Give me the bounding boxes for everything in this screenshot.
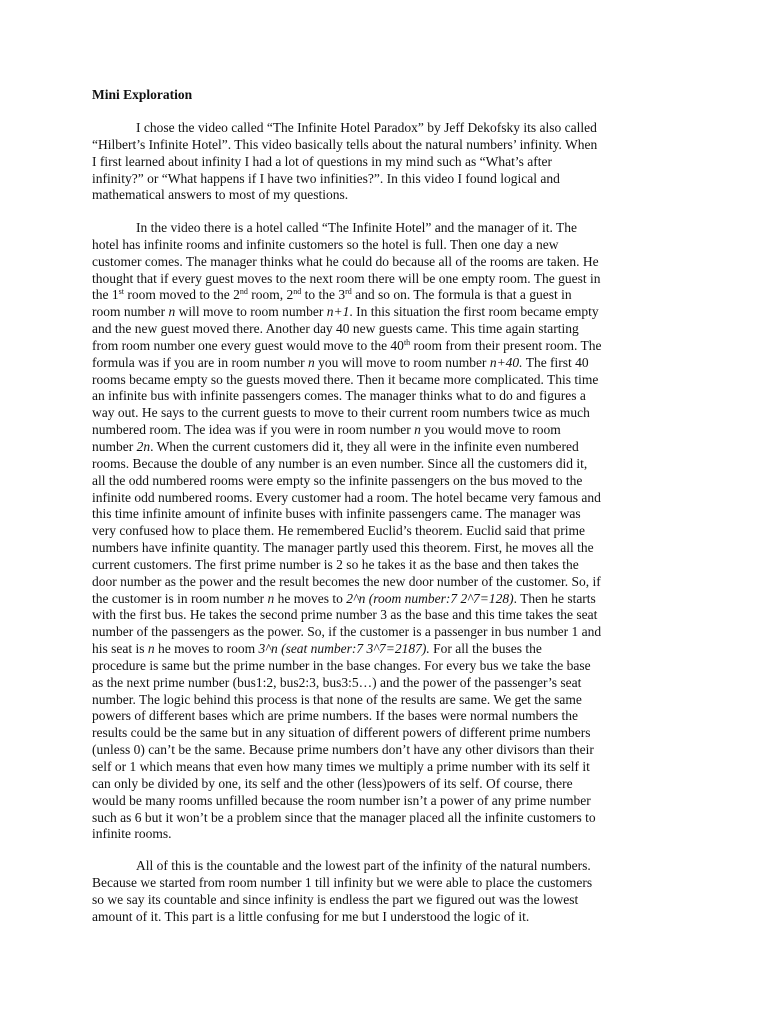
text-line	[92, 388, 680, 405]
text-line	[92, 641, 680, 658]
text-run: to the 3	[301, 287, 346, 303]
italic-text: n+1	[326, 304, 350, 320]
text-run: and the new guest moved there. Another day 40 new guests came. This time again starting	[92, 321, 579, 337]
text-line	[92, 574, 680, 591]
text-line	[92, 708, 680, 725]
superscript: st	[118, 287, 124, 297]
text-run: amount of it. This part is a little confusing for me but I understood the logic of it.	[92, 908, 530, 924]
text-line	[92, 591, 680, 608]
text-line	[92, 658, 680, 675]
text-run: hotel has infinite rooms and infinite customers so the hotel is full. Then one day a new	[92, 236, 559, 252]
text-run: the 1	[92, 287, 119, 303]
text-line	[92, 422, 680, 439]
text-run: all the odd numbered rooms were empty so the infinite passengers on the bus moved to the	[92, 472, 583, 488]
text-line	[92, 120, 680, 137]
text-run: can only be divided by one, its self and the other (less)powers of its self. Of course, there	[92, 775, 573, 791]
text-run: I first learned about infinity I had a lot of questions in my mind such as “What’s after	[92, 153, 553, 169]
text-run: All of this is the countable and the lowest part of the infinity of the natural numbers.	[136, 858, 591, 873]
text-run: will move to room number	[175, 304, 327, 320]
text-run: formula was if you are in room number	[92, 354, 308, 370]
text-run: as the next prime number (bus1:2, bus2:3, bus3:5…) and the power of the passenger’s seat	[92, 674, 582, 690]
text-line	[92, 220, 680, 237]
text-line	[92, 725, 680, 742]
text-line	[92, 909, 680, 926]
text-run: room from their present room. The	[410, 337, 602, 353]
text-run: customer comes. The manager thinks what he could do because all of the rooms are taken. He	[92, 253, 599, 269]
text-line	[92, 187, 680, 204]
italic-text: 2n	[136, 438, 151, 454]
text-line	[92, 338, 680, 355]
text-run: room, 2	[247, 287, 294, 303]
text-run: In the video there is a hotel called “The Infinite Hotel” and the manager of it. The	[136, 220, 577, 235]
text-line	[92, 892, 680, 909]
text-run: The first 40	[522, 354, 589, 370]
text-line	[92, 675, 680, 692]
paragraph-hotel-story	[92, 220, 680, 843]
text-run: . When the current customers did it, they all were in the infinite even numbered	[150, 438, 579, 454]
text-line	[92, 742, 680, 759]
text-line	[92, 793, 680, 810]
text-run: self or 1 which means that even how many times we multiply a prime number with its self it	[92, 759, 590, 774]
text-run: you will move to room number	[314, 354, 490, 370]
text-line	[92, 271, 680, 288]
text-run: with the first bus. He takes the second prime number 3 as the base and this time takes the seat	[92, 607, 598, 623]
text-run: such as 6 but it won’t be a problem since that the manager placed all the infinite customers to	[92, 809, 596, 825]
text-run: room number	[92, 304, 169, 320]
text-run: door number as the power and the result becomes the new door number of the customer. So, if	[92, 573, 601, 589]
italic-text: n	[168, 304, 176, 320]
superscript: rd	[345, 287, 352, 297]
text-run: from room number one every guest would move to the 40	[92, 337, 404, 353]
italic-text: 2^n (room number:7 2^7=128)	[346, 590, 514, 606]
text-run: he moves to	[274, 590, 347, 606]
text-run: procedure is same but the prime number in the base changes. For every bus we take the base	[92, 657, 591, 673]
text-run: current customers. The first prime number is 2 so he takes it as the base and then takes the	[92, 556, 579, 572]
text-run: I chose the video called “The Infinite Hotel Paradox” by Jeff Dekofsky its also called	[136, 120, 597, 135]
paragraph-intro	[92, 120, 680, 204]
italic-text: n+40.	[489, 354, 523, 370]
text-run: Because we started from room number 1 till infinity but we were able to place the customers	[92, 874, 593, 890]
text-run: results could be the same but in any situation of different powers of different prime numbers	[92, 725, 591, 741]
italic-text: n	[414, 422, 421, 438]
text-line	[92, 439, 680, 456]
text-line	[92, 490, 680, 507]
text-line	[92, 321, 680, 338]
text-run: . In this situation the first room became empty	[349, 304, 599, 320]
superscript: th	[403, 337, 411, 347]
text-line	[92, 607, 680, 624]
text-run: number. The logic behind this process is that none of the results are same. We get the same	[92, 691, 582, 707]
text-line	[92, 154, 680, 171]
italic-text: 3^n (seat number:7 3^7=2187).	[258, 641, 430, 657]
text-run: For all the buses the	[429, 641, 542, 657]
text-run: way out. He says to the current guests to move to their current room numbers twice as much	[92, 405, 590, 421]
text-line	[92, 506, 680, 523]
text-run: rooms became empty so the guests moved there. Then it became more complicated. This time	[92, 371, 599, 387]
text-run: infinite odd numbered rooms. Every customer had a room. The hotel became very famous and	[92, 489, 601, 505]
text-run: the customer is in room number	[92, 590, 268, 606]
text-run: very confused how to place them. He remembered Euclid’s theorem. Euclid said that prime	[92, 523, 585, 539]
text-line	[92, 692, 680, 709]
text-line	[92, 137, 680, 154]
text-run: infinite rooms.	[92, 826, 172, 842]
text-run: rooms. Because the double of any number is an even number. Since all the customers did it,	[92, 455, 588, 471]
text-line	[92, 759, 680, 776]
text-run: (unless 0) can’t be the same. Because prime numbers don’t have any other divisors than their	[92, 742, 594, 758]
text-run: this time infinite amount of infinite buses with infinite passengers came. The manager was	[92, 506, 581, 522]
text-line	[92, 372, 680, 389]
text-line	[92, 171, 680, 188]
text-line	[92, 473, 680, 490]
text-run: thought that if every guest moves to the next room there will be one empty room. The guest in	[92, 270, 601, 286]
text-run: you would move to room	[420, 422, 561, 438]
text-line	[92, 810, 680, 827]
text-line	[92, 304, 680, 321]
italic-text: n	[147, 641, 155, 657]
text-run: powers of different bases which are prime numbers. If the bases were normal numbers the	[92, 708, 578, 724]
text-run: an infinite bus with infinite passengers comes. The manager thinks what to do and figures a	[92, 388, 586, 404]
italic-text: n	[307, 354, 315, 370]
text-line	[92, 624, 680, 641]
text-line	[92, 405, 680, 422]
text-line	[92, 355, 680, 372]
text-line	[92, 776, 680, 793]
text-run: and so on. The formula is that a guest in	[351, 287, 572, 303]
text-run: numbers have infinite quantity. The manager partly used this theorem. First, he moves all the	[92, 540, 594, 556]
text-run: would be many rooms unfilled because the room number isn’t a power of any prime number	[92, 792, 591, 808]
text-run: mathematical answers to most of my questions.	[92, 187, 349, 203]
text-run: number	[92, 438, 137, 454]
text-run: numbered room. The idea was if you were in room number	[92, 422, 415, 438]
text-run: room moved to the 2	[123, 287, 240, 303]
text-run: so we say its countable and since infinity is endless the part we figured out was the lowest	[92, 891, 579, 907]
text-line	[92, 254, 680, 271]
text-line	[92, 456, 680, 473]
text-run: number of the passengers as the power. So, if the customer is a passenger in bus number 1 and	[92, 624, 602, 640]
text-line	[92, 557, 680, 574]
text-line	[92, 540, 680, 557]
text-line	[92, 523, 680, 540]
italic-text: n	[267, 590, 275, 606]
superscript: nd	[293, 287, 302, 297]
text-line	[92, 287, 680, 304]
superscript: nd	[239, 287, 248, 297]
text-line	[92, 858, 680, 875]
text-run: he moves to room	[154, 641, 259, 657]
text-line	[92, 237, 680, 254]
text-run: “Hilbert’s Infinite Hotel”. This video basically tells about the natural numbers’ infinity. When	[92, 136, 598, 152]
text-line	[92, 875, 680, 892]
text-run: . Then he starts	[513, 590, 596, 606]
text-line	[92, 826, 680, 843]
document-title: Mini Exploration	[92, 87, 193, 102]
text-run: infinity?” or “What happens if I have two infinities?”. In this video I found logical and	[92, 170, 560, 186]
text-run: his seat is	[92, 641, 148, 657]
paragraph-conclusion	[92, 858, 680, 925]
